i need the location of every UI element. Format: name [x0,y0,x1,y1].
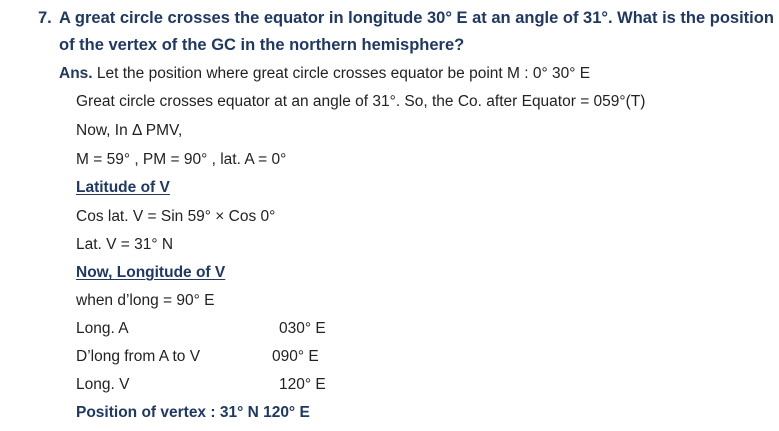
latitude-result: Lat. V = 31° N [76,236,174,253]
longitude-intro: when d’long = 90° E [76,292,215,309]
dlong-label: D’long from A to V [76,348,201,365]
answer-line-givens: M = 59° , PM = 90° , lat. A = 0° [76,151,287,168]
question-number: 7. [38,9,52,27]
long-v-label: Long. V [76,376,130,393]
long-v-value: 120° E [279,376,326,393]
answer-label: Ans. [59,65,93,82]
longitude-heading: Now, Longitude of V [76,264,226,281]
question-text-line-1: A great circle crosses the equator in longitude 30° E at an angle of 31°. What is the position [59,9,774,27]
question-text-line-2: of the vertex of the GC in the northern hemisphere? [59,36,465,54]
answer-intro-text: Let the position where great circle crosses equator be point M : 0° 30° E [92,65,591,82]
answer-line-triangle: Now, In Δ PMV, [76,122,183,139]
answer-line-course: Great circle crosses equator at an angle of 31°. So, the Co. after Equator = 059°(T) [76,93,646,110]
dlong-value: 090° E [272,348,319,365]
answer-intro [59,65,590,83]
latitude-formula: Cos lat. V = Sin 59° × Cos 0° [76,208,276,225]
final-answer: Position of vertex : 31° N 120° E [76,404,310,421]
long-a-value: 030° E [279,320,326,337]
long-a-label: Long. A [76,320,129,337]
latitude-heading: Latitude of V [76,179,170,196]
